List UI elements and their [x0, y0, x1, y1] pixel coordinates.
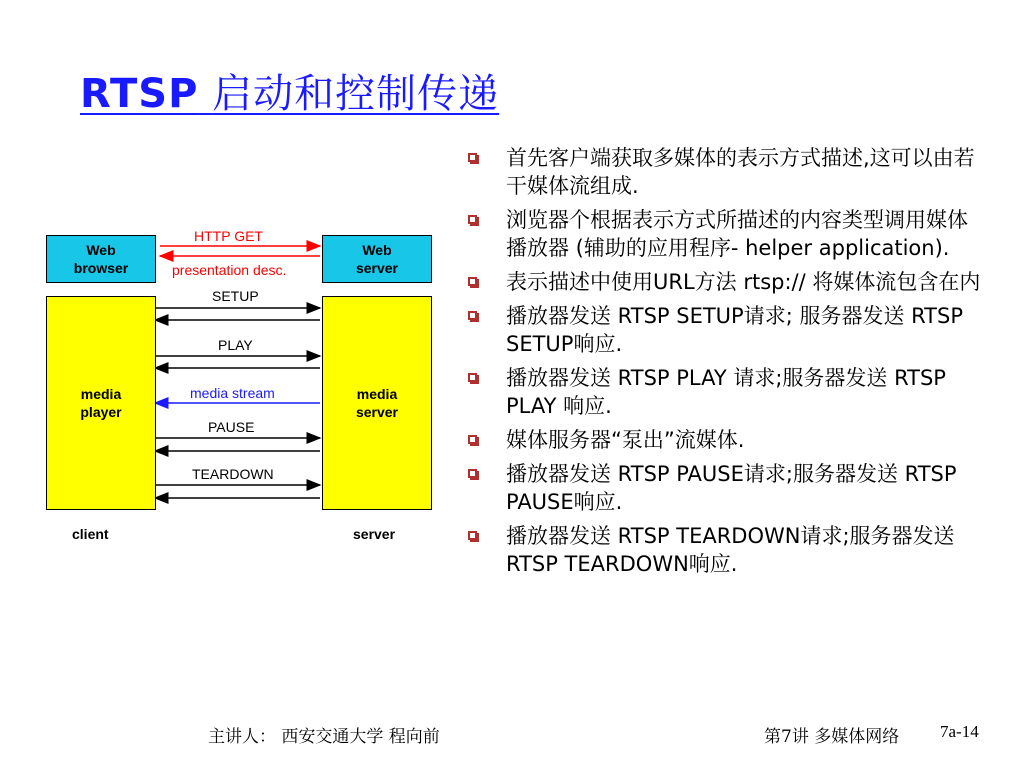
checkbox-bullet-icon	[468, 469, 477, 478]
footer-lecture: 第7讲 多媒体网络	[764, 727, 900, 747]
setup-label: SETUP	[212, 288, 259, 304]
rtsp-diagram	[40, 220, 460, 550]
list-item: 播放器发送 RTSP TEARDOWN请求;服务器发送 RTSP TEARDOWN响应.	[466, 522, 986, 578]
list-item: 播放器发送 RTSP PAUSE请求;服务器发送 RTSP PAUSE响应.	[466, 460, 986, 516]
list-item: 播放器发送 RTSP SETUP请求; 服务器发送 RTSP SETUP响应.	[466, 302, 986, 358]
web-browser-box: Web browser	[46, 235, 156, 283]
checkbox-bullet-icon	[468, 373, 477, 382]
checkbox-bullet-icon	[468, 531, 477, 540]
footer-presenter: 主讲人： 西安交通大学 程向前	[208, 727, 440, 747]
page-number: 7a-14	[940, 722, 979, 741]
pause-label: PAUSE	[208, 419, 255, 435]
page-title: RTSP 启动和控制传递	[80, 71, 500, 117]
list-item: 表示描述中使用URL方法 rtsp:// 将媒体流包含在内	[466, 268, 986, 296]
presentation-desc-label: presentation desc.	[172, 262, 287, 278]
web-server-box: Web server	[322, 235, 432, 283]
http-get-label: HTTP GET	[194, 228, 263, 244]
list-item: 播放器发送 RTSP PLAY 请求;服务器发送 RTSP PLAY 响应.	[466, 364, 986, 420]
list-item: 媒体服务器“泵出”流媒体.	[466, 426, 986, 454]
client-label: client	[72, 526, 109, 542]
checkbox-bullet-icon	[468, 435, 477, 444]
bullet-list	[466, 144, 986, 584]
media-server-box: media server	[322, 296, 432, 510]
checkbox-bullet-icon	[468, 153, 477, 162]
media-stream-label: media stream	[190, 385, 275, 401]
media-player-box: media player	[46, 296, 156, 510]
server-label: server	[353, 526, 396, 542]
teardown-label: TEARDOWN	[192, 466, 274, 482]
list-item: 首先客户端获取多媒体的表示方式描述,这可以由若干媒体流组成.	[466, 144, 986, 200]
list-item: 浏览器个根据表示方式所描述的内容类型调用媒体播放器 (辅助的应用程序- helper application).	[466, 206, 986, 262]
checkbox-bullet-icon	[468, 215, 477, 224]
play-label: PLAY	[218, 337, 253, 353]
checkbox-bullet-icon	[468, 277, 477, 286]
checkbox-bullet-icon	[468, 311, 477, 320]
